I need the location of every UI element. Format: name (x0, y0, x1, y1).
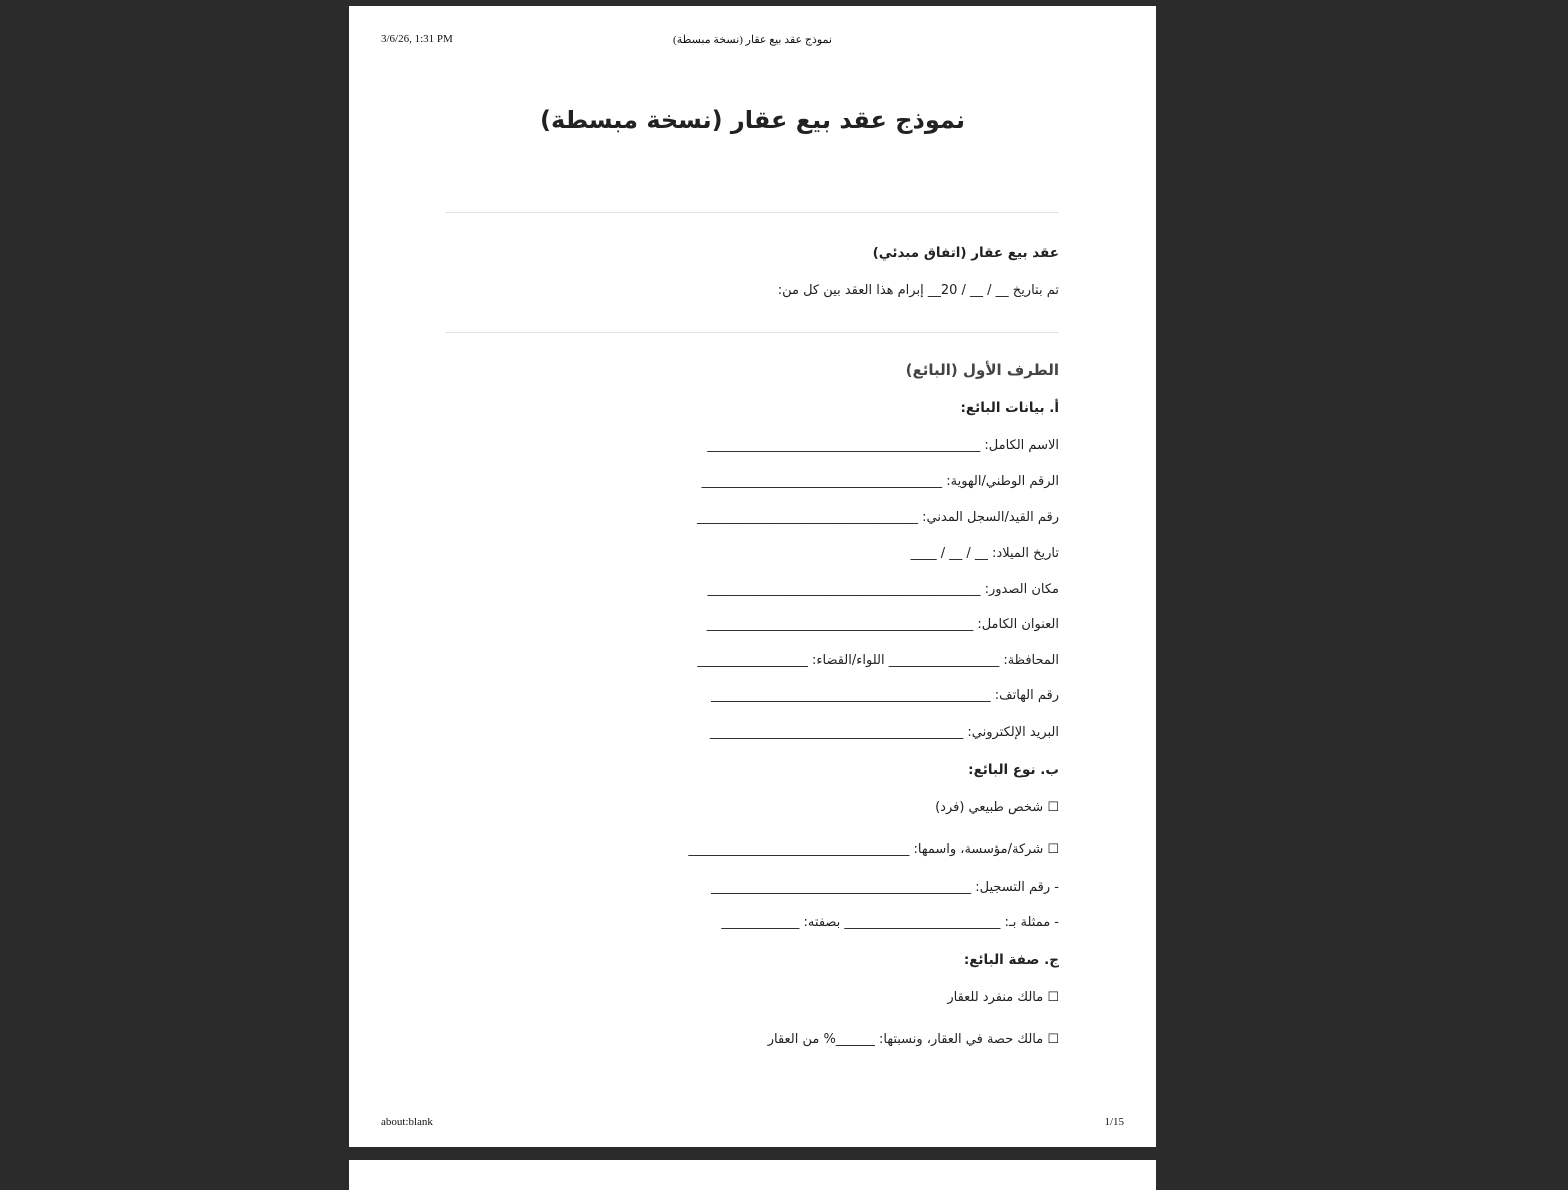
section-b-heading: ب. نوع البائع: (968, 762, 1059, 778)
contract-heading: عقد بيع عقار (اتفاق مبدئي) (872, 245, 1059, 261)
party-one-heading: الطرف الأول (البائع) (905, 361, 1059, 379)
document-title: نموذج عقد بيع عقار (نسخة مبسطة) (539, 106, 965, 134)
field-registration-number: - رقم التسجيل: ________________________________________ (711, 880, 1059, 895)
option-sole-owner: ☐ مالك منفرد للعقار (947, 990, 1059, 1005)
field-address: العنوان الكامل: _________________________________________ (706, 617, 1059, 632)
field-email: البريد الإلكتروني: _______________________________________ (709, 725, 1059, 740)
field-full-name: الاسم الكامل: __________________________________________ (707, 438, 1059, 453)
pdf-page (349, 6, 1156, 1147)
field-civil-record: رقم القيد/السجل المدني: __________________________________ (697, 510, 1059, 525)
section-c-heading: ج. صفة البائع: (963, 952, 1059, 968)
print-footer-url: about:blank (381, 1116, 433, 1128)
field-represented-by: - ممثلة بـ: ________________________ بصفته: ____________ (721, 915, 1059, 930)
field-issue-place: مكان الصدور: __________________________________________ (707, 582, 1059, 597)
field-birth-date: تاريخ الميلاد: __ / __ / ____ (910, 546, 1059, 561)
next-pdf-page (349, 1160, 1156, 1190)
divider (445, 332, 1059, 333)
field-phone: رقم الهاتف: ___________________________________________ (711, 688, 1059, 703)
option-share-owner: ☐ مالك حصة في العقار، ونسبتها: ______% من العقار (767, 1032, 1059, 1047)
contract-intro: تم بتاريخ __ / __ / 20__ إبرام هذا العقد بين كل من: (777, 283, 1059, 298)
print-header-title: نموذج عقد بيع عقار (نسخة مبسطة) (673, 34, 832, 46)
field-national-id: الرقم الوطني/الهوية: _____________________________________ (701, 474, 1059, 489)
field-governorate: المحافظة: _________________ اللواء/القضاء: _________________ (697, 653, 1059, 668)
option-company: ☐ شركة/مؤسسة، واسمها: __________________________________ (688, 842, 1059, 857)
section-a-heading: أ. بيانات البائع: (960, 400, 1059, 416)
print-footer-page-number: 1/15 (1104, 1116, 1124, 1128)
option-natural-person: ☐ شخص طبيعي (فرد) (935, 800, 1059, 815)
print-header-date: 3/6/26, 1:31 PM (381, 33, 453, 45)
divider (445, 212, 1059, 213)
